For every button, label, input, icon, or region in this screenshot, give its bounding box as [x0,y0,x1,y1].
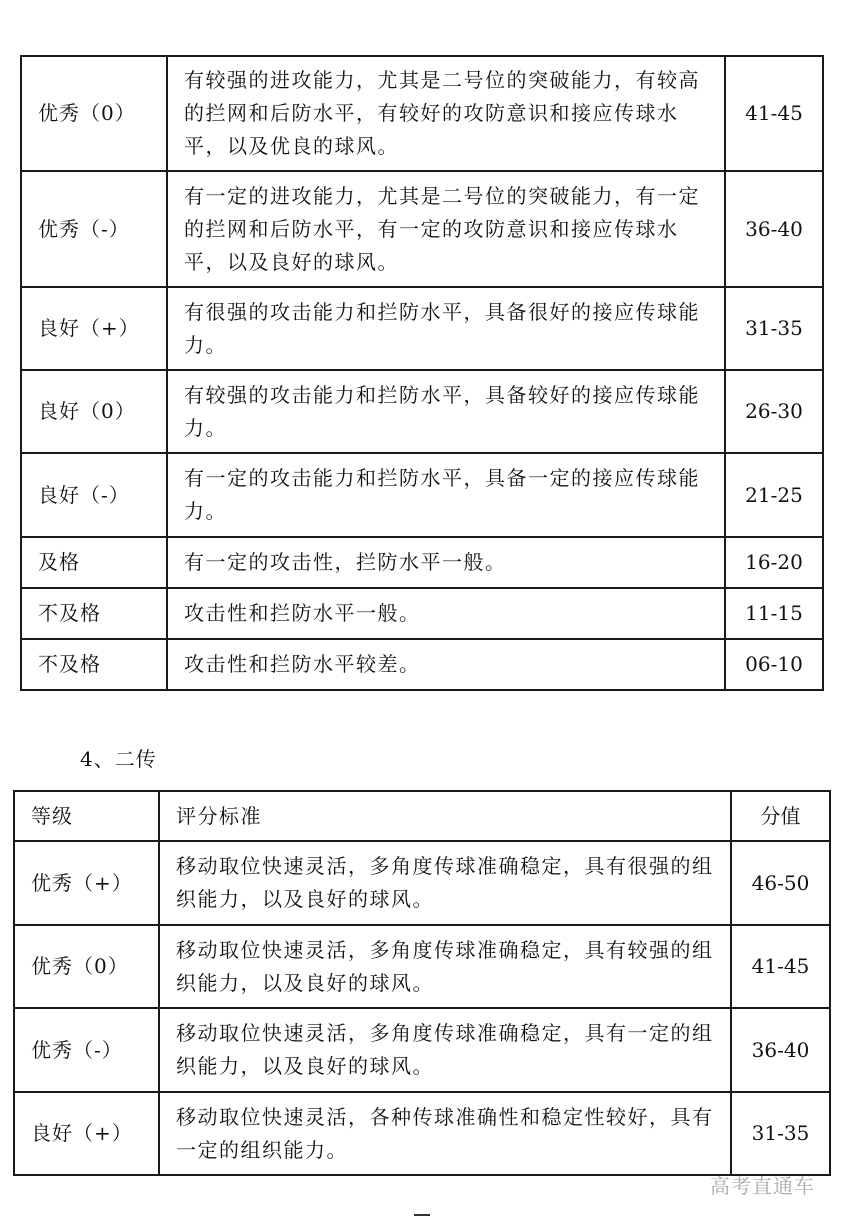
score-cell: 26-30 [725,370,823,453]
criteria-cell: 移动取位快速灵活，各种传球准确性和稳定性较好，具有一定的组织能力。 [159,1092,731,1175]
grade-cell: 良好（-） [21,453,167,537]
score-cell: 36-40 [731,1008,830,1092]
criteria-cell: 有很强的攻击能力和拦防水平，具备很好的接应传球能力。 [167,287,725,370]
criteria-cell: 有较强的攻击能力和拦防水平，具备较好的接应传球能力。 [167,370,725,453]
page-number-mark [414,1214,430,1219]
table-row [21,370,823,453]
score-cell: 36-40 [725,171,823,287]
grade-cell: 不及格 [21,639,167,690]
score-cell: 41-45 [731,925,830,1008]
table-row [21,588,823,639]
table-header-row [14,791,830,841]
grade-cell: 良好（+） [14,1092,159,1175]
score-cell: 41-45 [725,56,823,171]
criteria-cell: 有一定的攻击性，拦防水平一般。 [167,537,725,588]
grade-cell: 及格 [21,537,167,588]
table-row [21,287,823,370]
header-criteria: 评分标准 [159,791,731,841]
setter-scoring-table [13,790,831,1176]
grade-cell: 优秀（0） [21,56,167,171]
grade-cell: 良好（0） [21,370,167,453]
table-row [14,1008,830,1092]
header-score: 分值 [731,791,830,841]
section-heading: 4、二传 [80,747,157,771]
table-row [14,925,830,1008]
table-row [14,841,830,925]
table-row [21,171,823,287]
grade-cell: 良好（+） [21,287,167,370]
criteria-cell: 移动取位快速灵活，多角度传球准确稳定，具有一定的组织能力，以及良好的球风。 [159,1008,731,1092]
table-row [21,537,823,588]
score-cell: 21-25 [725,453,823,537]
grade-cell: 不及格 [21,588,167,639]
criteria-cell: 移动取位快速灵活，多角度传球准确稳定，具有很强的组织能力，以及良好的球风。 [159,841,731,925]
grade-cell: 优秀（0） [14,925,159,1008]
watermark: 高考直通车 [710,1174,815,1198]
table-row [21,453,823,537]
scoring-table-continued [20,55,824,691]
header-grade: 等级 [14,791,159,841]
grade-cell: 优秀（+） [14,841,159,925]
criteria-cell: 攻击性和拦防水平较差。 [167,639,725,690]
score-cell: 31-35 [725,287,823,370]
score-cell: 06-10 [725,639,823,690]
criteria-cell: 移动取位快速灵活，多角度传球准确稳定，具有较强的组织能力，以及良好的球风。 [159,925,731,1008]
score-cell: 46-50 [731,841,830,925]
table-row [21,56,823,171]
criteria-cell: 有一定的攻击能力和拦防水平，具备一定的接应传球能力。 [167,453,725,537]
criteria-cell: 有一定的进攻能力，尤其是二号位的突破能力，有一定的拦网和后防水平，有一定的攻防意识和接应传球水平，以及良好的球风。 [167,171,725,287]
table-row [14,1092,830,1175]
table-row [21,639,823,690]
grade-cell: 优秀（-） [21,171,167,287]
grade-cell: 优秀（-） [14,1008,159,1092]
criteria-cell: 有较强的进攻能力，尤其是二号位的突破能力，有较高的拦网和后防水平，有较好的攻防意识和接应传球水平，以及优良的球风。 [167,56,725,171]
criteria-cell: 攻击性和拦防水平一般。 [167,588,725,639]
score-cell: 31-35 [731,1092,830,1175]
score-cell: 11-15 [725,588,823,639]
score-cell: 16-20 [725,537,823,588]
